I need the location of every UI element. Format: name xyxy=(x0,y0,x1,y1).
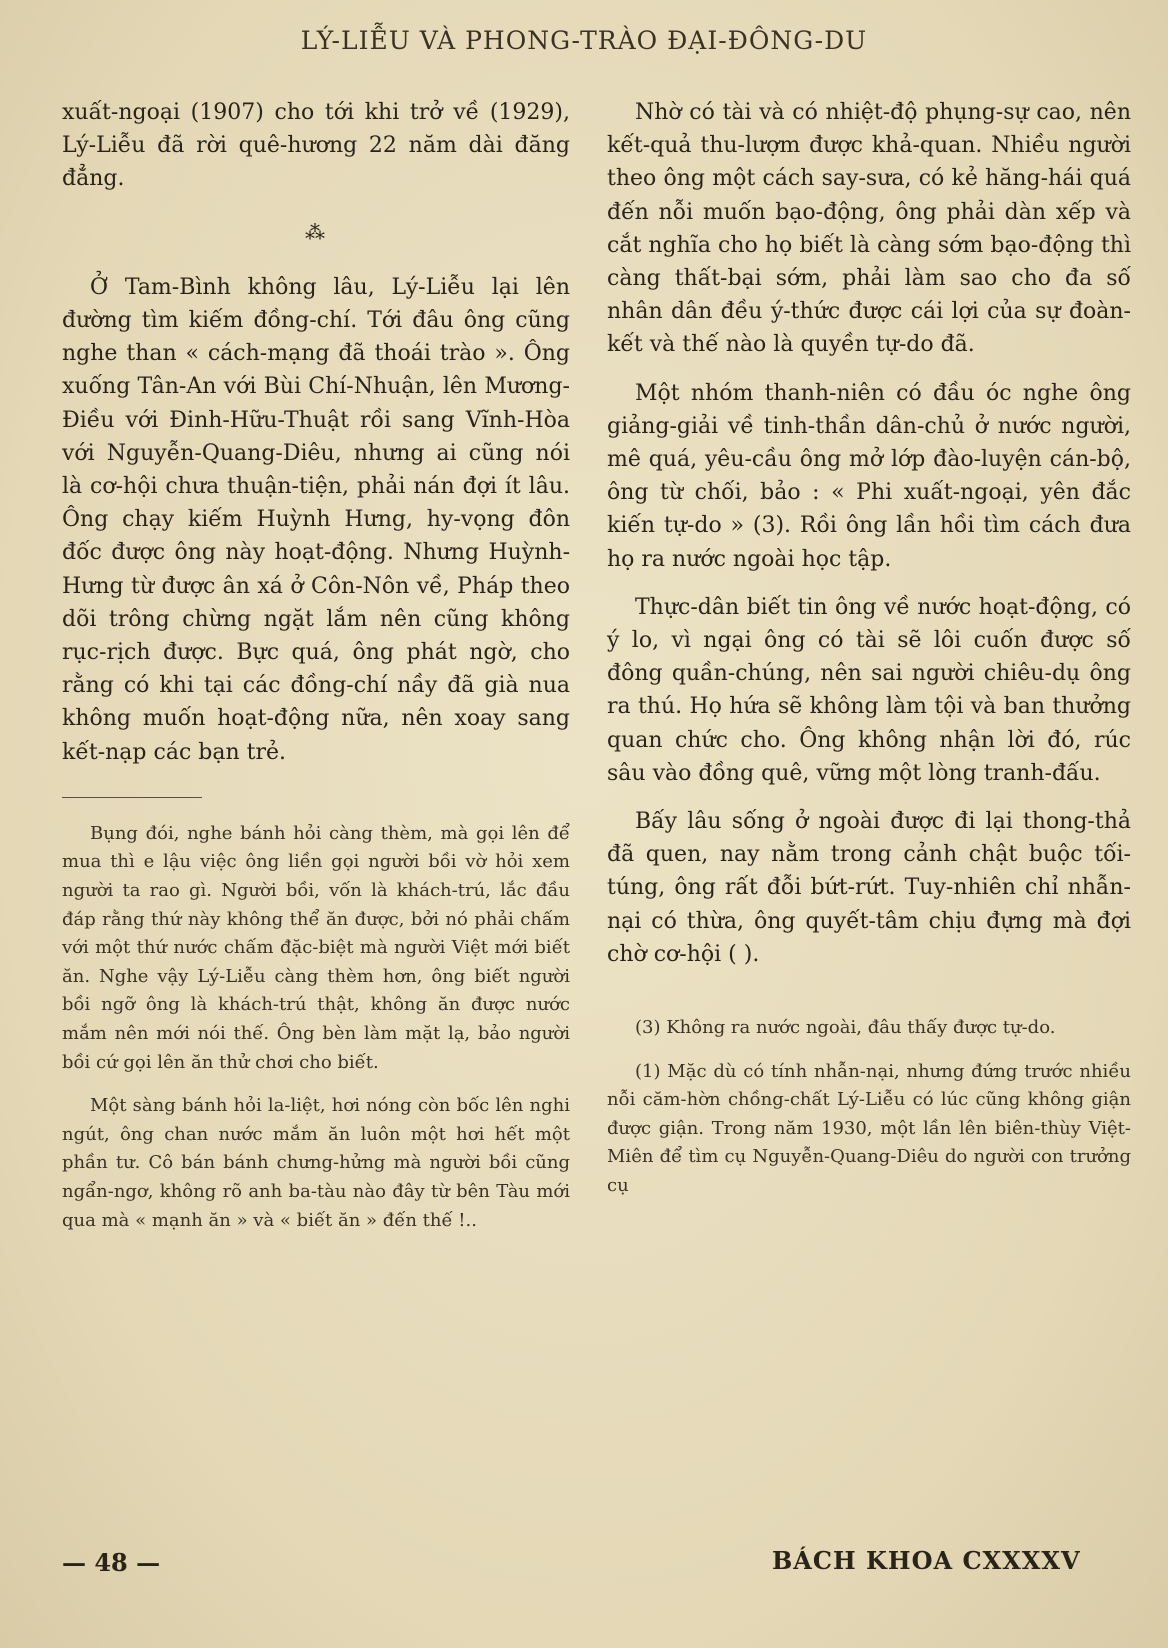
paragraph: Một nhóm thanh-niên có đầu óc nghe ông giảng-giải về tinh-thần dân-chủ ở nước người, mê quá, yêu-cầu ông mở lớp đào-luyện cán-bộ, ông từ chối, bảo : « Phi xuất-ngoại, yên đắc kiến tự-do » (3). Rồi ông lần hồi tìm cách đưa họ ra nước ngoài học tập. xyxy=(607,380,1131,572)
page-number: — 48 — xyxy=(62,1548,161,1577)
paragraph: Ở Tam-Bình không lâu, Lý-Liễu lại lên đường tìm kiếm đồng-chí. Tới đâu ông cũng nghe than « cách-mạng đã thoái trào ». Ông xuống Tân-An với Bùi Chí-Nhuận, lên Mương-Điều với Đinh-Hữu-Thuật rồi sang Vĩnh-Hòa với Nguyễn-Quang-Diêu, nhưng ai cũng nói là cơ-hội chưa thuận-tiện, phải nán đợi ít lâu. Ông chạy kiếm Huỳnh Hưng, hy-vọng đôn đốc được ông này hoạt-động. Nhưng Huỳnh-Hưng từ được ân xá ở Côn-Nôn về, Pháp theo dõi trông chừng ngặt lắm nên cũng không rục-rịch được. Bực quá, ông phát ngờ, cho rằng có khi tại các đồng-chí nầy đã già nua không muốn hoạt-động nữa, nên xoay sang kết-nạp các bạn trẻ. xyxy=(62,274,570,765)
footnote-3: (3) Không ra nước ngoài, đâu thấy được tự-do. xyxy=(635,1017,1056,1039)
footnote-divider xyxy=(62,797,202,798)
footnote-text: Một sàng bánh hỏi la-liệt, hơi nóng còn bốc lên nghi ngút, ông chan nước mắm ăn luôn một hơi hết một phần tư. Cô bán bánh chưng-hửng mà người bồi cũng ngẩn-ngơ, không rõ anh ba-tàu nào đây từ bên Tàu mới qua mà « mạnh ăn » và « biết ăn » đến thế !.. xyxy=(62,1095,570,1231)
right-column xyxy=(607,96,1131,1216)
footnote-1: (1) Mặc dù có tính nhẫn-nại, nhưng đứng trước nhiều nỗi căm-hờn chồng-chất Lý-Liễu có lúc cũng không giận được giận. Trong năm 1930, một lần lên biên-thùy Việt-Miên để tìm cụ Nguyễn-Quang-Diêu do người con trưởng cụ xyxy=(607,1060,1131,1197)
left-column xyxy=(62,96,570,1250)
footnote-text: Bụng đói, nghe bánh hỏi càng thèm, mà gọi lên để mua thì e lậu việc ông liền gọi người bồi vờ hỏi xem người ta rao gì. Người bồi, vốn là khách-trú, lắc đầu đáp rằng thứ này không thể ăn được, bởi nó phải chấm với một thứ nước chấm đặc-biệt mà người Việt mới biết ăn. Nghe vậy Lý-Liễu càng thèm hơn, ông biết người bồi ngỡ ông là khách-trú thật, không ăn được nước mắm nên mới nói thế. Ông bèn làm mặt lạ, bảo người bồi cứ gọi lên ăn thử chơi cho biết. xyxy=(62,822,570,1073)
magazine-issue: BÁCH KHOA CXXXXV xyxy=(772,1546,1081,1575)
running-header: LÝ-LIỄU VÀ PHONG-TRÀO ĐẠI-ĐÔNG-DU xyxy=(300,26,868,55)
section-break: ⁂ xyxy=(305,219,327,244)
spacer xyxy=(607,986,1131,1014)
paragraph: Thực-dân biết tin ông về nước hoạt-động, có ý lo, vì ngại ông có tài sẽ lôi cuốn được số đông quần-chúng, nên sai người chiêu-dụ ông ra thú. Họ hứa sẽ không làm tội và ban thưởng quan chức cho. Ông không nhận lời đó, rúc sâu vào đồng quê, vững một lòng tranh-đấu. xyxy=(607,594,1131,786)
paragraph: Nhờ có tài và có nhiệt-độ phụng-sự cao, nên kết-quả thu-lượm được khả-quan. Nhiều người theo ông một cách say-sưa, có kẻ hăng-hái quá đến nỗi muốn bạo-động, ông phải dàn xếp và cắt nghĩa cho họ biết là càng sớm bạo-động thì càng thất-bại sớm, phải làm sao cho đa số nhân dân đều ý-thức được cái lợi của sự đoàn-kết và thế nào là quyền tự-do đã. xyxy=(607,100,1131,358)
paragraph: xuất-ngoại (1907) cho tới khi trở về (1929), Lý-Liễu đã rời quê-hương 22 năm dài đăng đẳng. xyxy=(62,100,570,192)
paragraph: Bấy lâu sống ở ngoài được đi lại thong-thả đã quen, nay nằm trong cảnh chật buộc tối-túng, ông rất đỗi bứt-rứt. Tuy-nhiên chỉ nhẫn-nại có thừa, ông quyết-tâm chịu đựng mà đợi chờ cơ-hội ( ). xyxy=(607,809,1131,967)
